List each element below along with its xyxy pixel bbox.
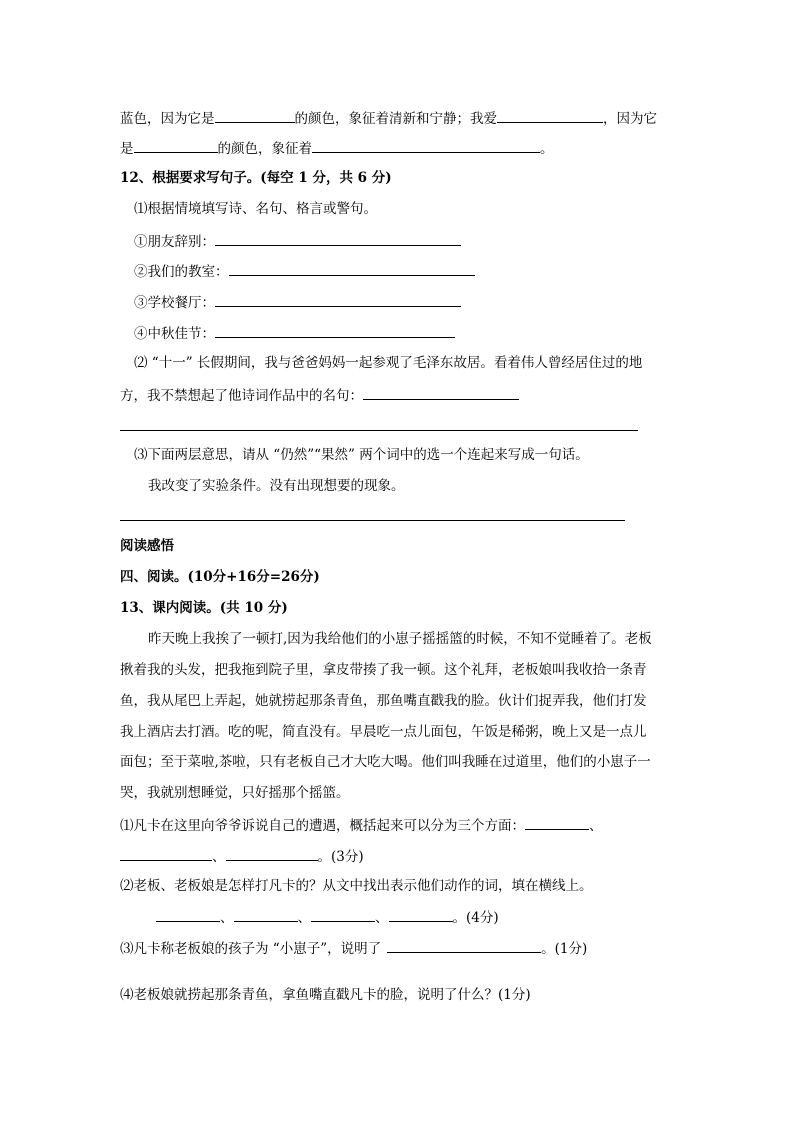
q13-sub1-blank-3[interactable]	[226, 846, 318, 861]
q13-sub2-blanks	[156, 907, 499, 927]
q11-text-d: 是	[120, 141, 134, 157]
q13-sub1-blank-1[interactable]	[525, 815, 589, 830]
q13-sub2-sep-1: 、	[220, 910, 234, 926]
q12-title: 12、根据要求写句子。(每空 1 分，共 6 分)	[120, 170, 392, 186]
q11-text-c: ，因为它	[603, 111, 657, 127]
q13-sub3	[120, 938, 587, 958]
q11-text-e: 的颜色，象征着	[217, 141, 312, 157]
q11-blank-3[interactable]	[134, 138, 218, 153]
q12-part2-answer-line[interactable]	[120, 430, 638, 431]
q11-text-b: 的颜色，象征着清新和宁静；我爱	[294, 111, 497, 127]
q12-item-2	[134, 261, 475, 281]
q12-item-3-blank[interactable]	[215, 292, 461, 307]
q13-passage-line-3: 鱼，我从尾巴上弄起，她就捞起那条青鱼，那鱼嘴直戳我的脸。伙计们捉弄我，他们打发	[120, 693, 647, 709]
q12-part1: ⑴根据情境填写诗、名句、格言或警句。	[134, 201, 377, 217]
q12-item-3	[134, 292, 461, 312]
q11-blank-1[interactable]	[215, 108, 295, 123]
q13-passage-line-4: 我上酒店去打酒。吃的呢，简直没有。早晨吃一点儿面包，午饭是稀粥，晚上又是一点儿	[120, 724, 647, 740]
q12-item-2-blank[interactable]	[229, 261, 475, 276]
q13-sub2-blank-1[interactable]	[156, 907, 220, 922]
q11-text-a: 蓝色，因为它是	[120, 111, 215, 127]
q12-item-4	[134, 323, 455, 343]
q12-part2-line2	[120, 385, 519, 405]
q11-blank-2[interactable]	[497, 108, 603, 123]
section-part: 四、阅读。(10分+16分=26分)	[120, 569, 320, 585]
q13-sub2-blank-3[interactable]	[311, 907, 375, 922]
q13-sub1-blank-2[interactable]	[120, 846, 212, 861]
q12-item-2-label: ②我们的教室：	[134, 264, 229, 280]
q12-part3-sentence: 我改变了实验条件。没有出现想要的现象。	[148, 478, 405, 494]
q12-part2-line1: ⑵ “十一” 长假期间，我与爸爸妈妈一起参观了毛泽东故居。看着伟人曾经居住过的地	[134, 355, 643, 371]
q12-item-4-blank[interactable]	[215, 323, 455, 338]
q13-passage-line-6: 哭，我就别想睡觉，只好摇那个摇篮。	[120, 785, 350, 801]
q13-sub1-line1	[120, 815, 603, 835]
q11-text-f: 。	[540, 141, 554, 157]
q11-blank-4[interactable]	[312, 138, 540, 153]
q12-part3: ⑶下面两层意思，请从 “仍然”“果然” 两个词中的选一个连起来写成一句话。	[134, 447, 589, 463]
q13-sub4: ⑷老板娘就捞起那条青鱼，拿鱼嘴直戳凡卡的脸，说明了什么？(1分)	[120, 987, 531, 1003]
q12-part2-blank[interactable]	[363, 385, 519, 400]
q12-part2-text: 方，我不禁想起了他诗词作品中的名句：	[120, 388, 363, 404]
q13-title: 13、课内阅读。(共 10 分)	[120, 600, 288, 616]
section-heading: 阅读感悟	[120, 538, 174, 554]
q13-passage-line-5: 面包；至于菜啦,茶啦，只有老板自己才大吃大喝。他们叫我睡在过道里，他们的小崽子一	[120, 754, 651, 770]
q12-item-1-blank[interactable]	[215, 231, 461, 246]
q13-passage-line-2: 揪着我的头发，把我拖到院子里，拿皮带揍了我一顿。这个礼拜，老板娘叫我收拾一条青	[120, 662, 647, 678]
q12-item-3-label: ③学校餐厅：	[134, 295, 215, 311]
q11-line-1	[120, 108, 657, 128]
q13-sub1-sep-2: 、	[212, 849, 226, 865]
q13-sub1-line2	[120, 846, 364, 866]
q13-passage-line-1: 昨天晚上我挨了一顿打,因为我给他们的小崽子摇摇篮的时候，不知不觉睡着了。老板	[148, 631, 652, 647]
q13-sub1-sep-1: 、	[589, 818, 603, 834]
q13-sub1-text: ⑴凡卡在这里向爷爷诉说自己的遭遇，概括起来可以分为三个方面：	[120, 818, 525, 834]
q13-sub1-end: 。(3分)	[317, 849, 364, 865]
q13-sub3-blank[interactable]	[387, 938, 541, 953]
q13-sub2-sep-3: 、	[375, 910, 389, 926]
q13-sub2: ⑵老板、老板娘是怎样打凡卡的？从文中找出表示他们动作的词，填在横线上。	[120, 878, 593, 894]
q13-sub2-end: 。(4分)	[452, 910, 499, 926]
q13-sub3-end: 。(1分)	[541, 941, 588, 957]
q13-sub2-blank-4[interactable]	[389, 907, 453, 922]
q12-item-1	[134, 231, 461, 251]
q13-sub3-text: ⑶凡卡称老板娘的孩子为 “小崽子”，说明了	[120, 941, 382, 957]
q12-item-4-label: ④中秋佳节：	[134, 326, 215, 342]
q13-sub2-sep-2: 、	[297, 910, 311, 926]
q11-line-2	[120, 138, 554, 158]
q13-sub2-blank-2[interactable]	[234, 907, 298, 922]
q12-item-1-label: ①朋友辞别：	[134, 234, 215, 250]
q12-part3-answer-line[interactable]	[120, 520, 625, 521]
